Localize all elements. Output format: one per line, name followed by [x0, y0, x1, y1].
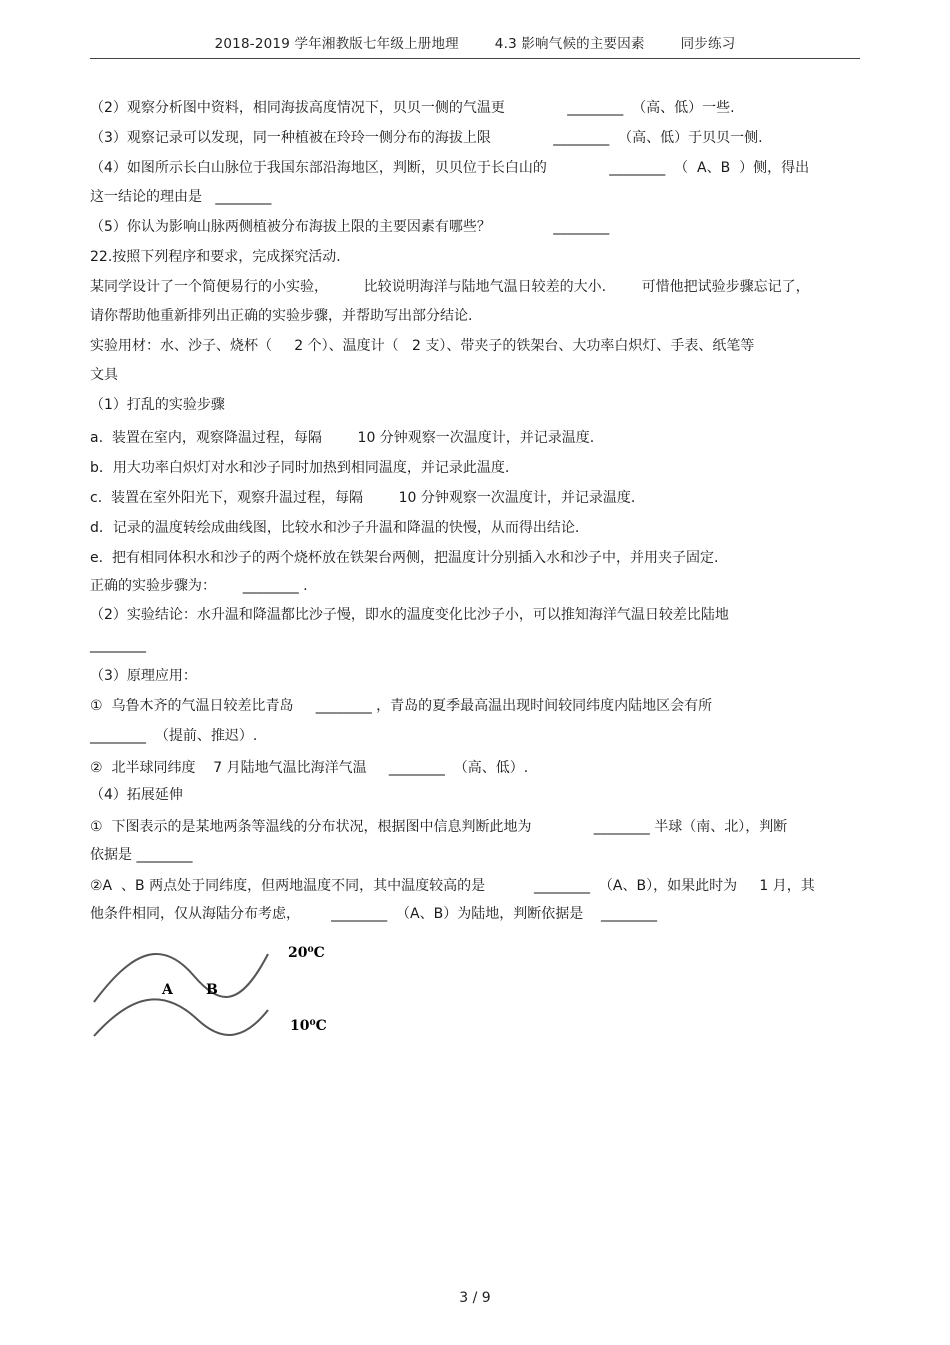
isotherm-label-10c: 10⁰C	[290, 1018, 327, 1034]
materials-line: 实验用材：水、沙子、烧杯（ 2 个）、温度计（ 2 支）、带夹子的铁架台、大功率白炽灯、手表、纸笔等	[90, 338, 755, 354]
extension-2: ②A 、B 两点处于同纬度，但两地温度不同，其中温度较高的是 ________ （A、B），如果此时为 1 月，其	[90, 878, 815, 894]
question-22-intro: 某同学设计了一个简便易行的小实验， 比较说明海洋与陆地气温日较差的大小. 可惜他把试验步骤忘记了，	[90, 279, 810, 295]
header-divider	[90, 58, 860, 59]
application-heading: （3）原理应用：	[90, 668, 197, 684]
materials-line-cont: 文具	[90, 367, 118, 383]
question-21-part-3: （3）观察记录可以发现，同一种植被在玲玲一侧分布的海拔上限 ________ （高、低）于贝贝一侧.	[90, 130, 763, 146]
question-22-intro-cont: 请你帮助他重新排列出正确的实验步骤，并帮助写出部分结论.	[90, 308, 473, 324]
conclusion-blank: ________	[90, 637, 146, 653]
point-b-label: B	[206, 982, 218, 998]
question-21-part-2: （2）观察分析图中资料，相同海拔高度情况下，贝贝一侧的气温更 ________ （高、低）一些.	[90, 100, 735, 116]
isotherm-diagram	[90, 940, 340, 1050]
step-a: a. 装置在室内，观察降温过程，每隔 10 分钟观察一次温度计，并记录温度.	[90, 430, 595, 446]
question-21-part-4: （4）如图所示长白山脉位于我国东部沿海地区，判断，贝贝位于长白山的 ________ （ A、B ）侧，得出	[90, 160, 810, 176]
isotherm-line-20c	[94, 954, 268, 1002]
page-number: 3 / 9	[459, 1290, 491, 1306]
isotherm-label-20c: 20⁰C	[288, 945, 325, 961]
question-22-title: 22.按照下列程序和要求，完成探究活动.	[90, 249, 341, 265]
step-e: e. 把有相同体积水和沙子的两个烧杯放在铁架台两侧，把温度计分别插入水和沙子中，并用夹子固定.	[90, 550, 719, 566]
question-21-part-4-cont: 这一结论的理由是 ________	[90, 189, 272, 205]
steps-heading: （1）打乱的实验步骤	[90, 397, 225, 413]
extension-2-cont: 他条件相同，仅从海陆分布考虑， ________ （A、B）为陆地，判断依据是 ________	[90, 906, 658, 922]
correct-order-line: 正确的实验步骤为： ________ .	[90, 578, 308, 594]
step-d: d．记录的温度转绘成曲线图，比较水和沙子升温和降温的快慢，从而得出结论.	[90, 520, 580, 536]
extension-1-cont: 依据是 ________	[90, 847, 193, 863]
extension-heading: （4）拓展延伸	[90, 787, 183, 803]
application-2: ② 北半球同纬度 7 月陆地气温比海洋气温 ________ （高、低）.	[90, 760, 529, 776]
point-a-label: A	[162, 982, 173, 998]
question-21-part-5: （5）你认为影响山脉两侧植被分布海拔上限的主要因素有哪些？ ________	[90, 219, 610, 235]
application-1: ① 乌鲁木齐的气温日较差比青岛 ________ ，青岛的夏季最高温出现时间较同纬度内陆地区会有所	[90, 698, 713, 714]
step-b: b．用大功率白炽灯对水和沙子同时加热到相同温度，并记录此温度.	[90, 460, 510, 476]
step-c: c. 装置在室外阳光下，观察升温过程，每隔 10 分钟观察一次温度计，并记录温度.	[90, 490, 636, 506]
page-header: 2018-2019 学年湘教版七年级上册地理 4.3 影响气候的主要因素 同步练习	[214, 36, 736, 52]
application-1-cont: ________ （提前、推迟）.	[90, 728, 258, 744]
conclusion-line: （2）实验结论：水升温和降温都比沙子慢，即水的温度变化比沙子小，可以推知海洋气温日较差比陆地	[90, 607, 729, 623]
extension-1: ① 下图表示的是某地两条等温线的分布状况，根据图中信息判断此地为 ________ 半球（南、北），判断	[90, 819, 788, 835]
isotherm-line-10c	[94, 999, 268, 1036]
